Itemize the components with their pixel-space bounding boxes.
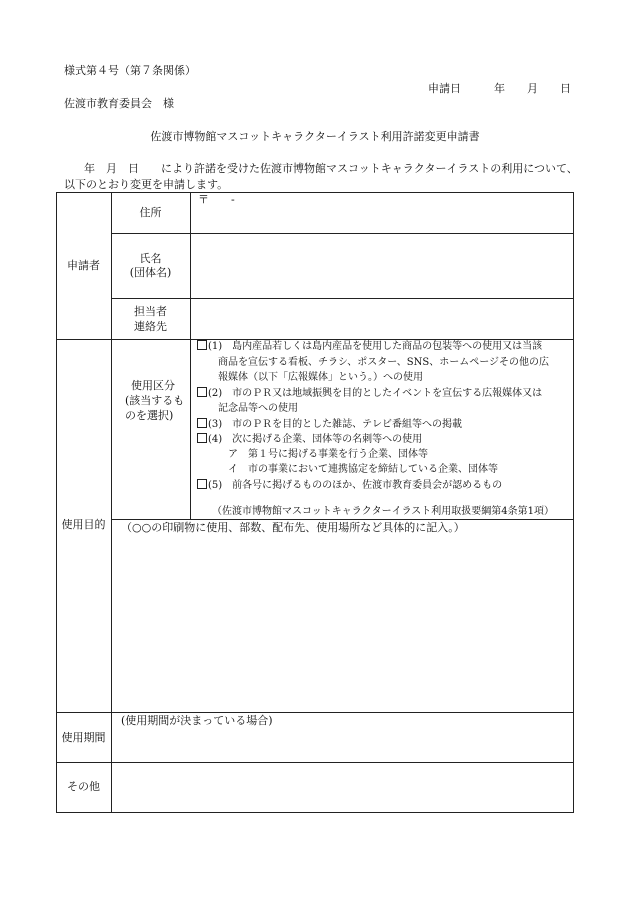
other-field[interactable]: [112, 763, 572, 811]
contact-label-line-1: 担当者: [134, 305, 167, 318]
table-rule-category: [111, 519, 574, 520]
option-2-line-2: 記念品等への使用: [218, 403, 298, 414]
option-4-sub-b: イ 市の事業において連携協定を締結している企業、団体等: [228, 464, 498, 475]
table-rule-name: [111, 298, 574, 299]
option-4-line-1[interactable]: (4) 次に掲げる企業、団体等の名刺等への使用: [197, 433, 422, 446]
option-1-line-2: 商品を宣伝する看板、チラシ、ポスター、SNS、ホームページその他の広: [218, 357, 550, 368]
period-hint: (使用期間が決まっている場合): [121, 714, 273, 727]
option-4-sub-a: ア 第１号に掲げる事業を行う企業、団体等: [228, 449, 428, 460]
period-label: 使用期間: [61, 731, 106, 744]
other-label: その他: [67, 780, 100, 793]
table-border-left: [56, 192, 57, 813]
purpose-detail-hint: （○○の印刷物に使用、部数、配布先、使用場所など具体的に記入。）: [121, 521, 465, 534]
name-label-line-1: 氏名: [139, 252, 162, 265]
option-1-line-3: 報媒体（以下「広報媒体」という。）への使用: [218, 372, 423, 383]
name-label-line-2: (団体名): [129, 266, 172, 279]
checkbox-option-2[interactable]: [197, 387, 207, 397]
address-label: 住所: [139, 206, 162, 219]
category-label-line-2: (該当するも: [125, 394, 185, 407]
option-3[interactable]: (3) 市のＰＲを目的とした雑誌、テレビ番組等への掲載: [197, 418, 462, 431]
reference-note: （佐渡市博物館マスコットキャラクターイラスト利用取扱要綱第4条第1項）: [212, 506, 555, 517]
document-title: 佐渡市博物館マスコットキャラクターイラスト利用許諾変更申請書: [150, 130, 480, 143]
option-5[interactable]: (5) 前各号に掲げるもののほか、佐渡市教育委員会が認めるもの: [197, 479, 502, 492]
option-1-line-1[interactable]: (1) 島内産品若しくは島内産品を使用した商品の包装等への使用又は当該: [197, 340, 542, 353]
purpose-detail-field[interactable]: [112, 536, 572, 711]
option-2-line-1[interactable]: (2) 市のＰＲ又は地域振興を目的としたイベントを宣伝する広報媒体又は: [197, 387, 542, 400]
addressee: 佐渡市教育委員会 様: [64, 97, 174, 110]
category-label-line-3: のを選択): [125, 409, 174, 422]
table-column-rule-applicant: [190, 192, 191, 340]
checkbox-option-4[interactable]: [197, 433, 207, 443]
application-date: 申請日 年 月 日: [428, 82, 571, 95]
contact-label-line-2: 連絡先: [134, 320, 167, 333]
intro-line-2: 以下のとおり変更を申請します。: [64, 178, 229, 191]
category-label-line-1: 使用区分: [131, 379, 175, 392]
checkbox-option-1[interactable]: [197, 340, 207, 350]
applicant-label: 申請者: [67, 259, 100, 272]
intro-line-1: 年 月 日 により許諾を受けた佐渡市博物館マスコットキャラクターイラストの利用について、: [84, 162, 578, 175]
period-field[interactable]: [112, 729, 572, 761]
table-column-rule-category: [190, 339, 191, 520]
checkbox-option-5[interactable]: [197, 479, 207, 489]
table-rule-address: [111, 233, 574, 234]
table-border-right: [573, 192, 574, 813]
purpose-label: 使用目的: [61, 518, 106, 531]
table-column-rule: [111, 192, 112, 813]
table-border-bottom: [56, 812, 574, 813]
form-number: 様式第４号（第７条関係）: [64, 64, 196, 77]
table-rule-purpose: [56, 712, 574, 713]
checkbox-option-3[interactable]: [197, 418, 207, 428]
postal-code-field[interactable]: 〒 -: [198, 193, 235, 206]
table-border-top: [56, 192, 574, 193]
